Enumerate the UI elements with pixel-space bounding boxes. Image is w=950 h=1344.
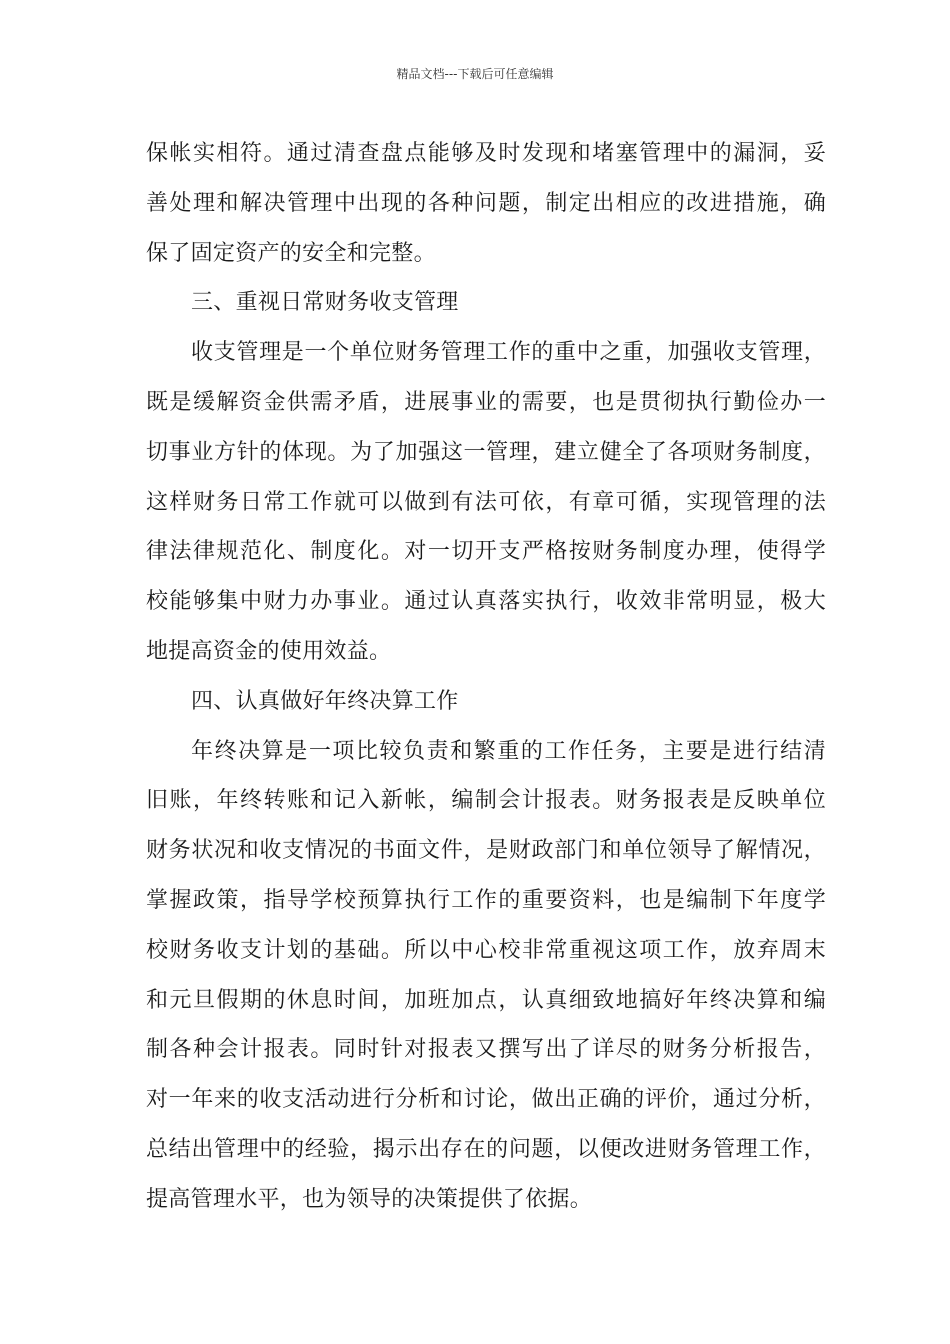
text-line: 收支管理是一个单位财务管理工作的重中之重，加强收支管理， <box>191 340 826 366</box>
text-line: 旧账，年终转账和记入新帐，编制会计报表。财务报表是反映单位 <box>146 788 826 814</box>
text-line: 制各种会计报表。同时针对报表又撰写出了详尽的财务分析报告， <box>146 1037 826 1063</box>
paragraph <box>146 129 826 278</box>
paragraph <box>146 727 826 1225</box>
text-line: 保帐实相符。通过清查盘点能够及时发现和堵塞管理中的漏洞，妥 <box>146 141 826 166</box>
text-line: 财务状况和收支情况的书面文件，是财政部门和单位领导了解情况， <box>146 838 826 864</box>
text-line: 律法律规范化、制度化。对一切开支严格按财务制度办理，使得学 <box>146 539 826 565</box>
text-line: 地提高资金的使用效益。 <box>146 638 392 664</box>
text-line: 提高管理水平，也为领导的决策提供了依据。 <box>146 1186 593 1212</box>
text-line: 掌握政策，指导学校预算执行工作的重要资料，也是编制下年度学 <box>146 887 826 913</box>
document-body <box>146 129 826 1225</box>
text-line: 总结出管理中的经验，揭示出存在的问题，以便改进财务管理工作， <box>146 1136 826 1162</box>
text-line: 年终决算是一项比较负责和繁重的工作任务，主要是进行结清 <box>191 738 826 764</box>
text-line: 校财务收支计划的基础。所以中心校非常重视这项工作，放弃周末 <box>146 937 826 963</box>
section-heading: 三、重视日常财务收支管理 <box>191 290 459 316</box>
text-line: 保了固定资产的安全和完整。 <box>146 240 436 266</box>
paragraph <box>146 328 826 677</box>
text-line: 善处理和解决管理中出现的各种问题，制定出相应的改进措施，确 <box>146 190 826 216</box>
text-line: 校能够集中财力办事业。通过认真落实执行，收效非常明显，极大 <box>146 589 826 615</box>
section-heading: 四、认真做好年终决算工作 <box>191 688 459 714</box>
text-line: 这样财务日常工作就可以做到有法可依，有章可循，实现管理的法 <box>146 489 826 515</box>
text-line: 对一年来的收支活动进行分析和讨论，做出正确的评价，通过分析， <box>146 1087 826 1113</box>
page-header: 精品文档---下载后可任意编辑 <box>396 67 554 81</box>
text-line: 既是缓解资金供需矛盾，进展事业的需要，也是贯彻执行勤俭办一 <box>146 389 826 415</box>
text-line: 切事业方针的体现。为了加强这一管理，建立健全了各项财务制度， <box>146 439 826 465</box>
text-line: 和元旦假期的休息时间，加班加点，认真细致地搞好年终决算和编 <box>146 987 826 1013</box>
